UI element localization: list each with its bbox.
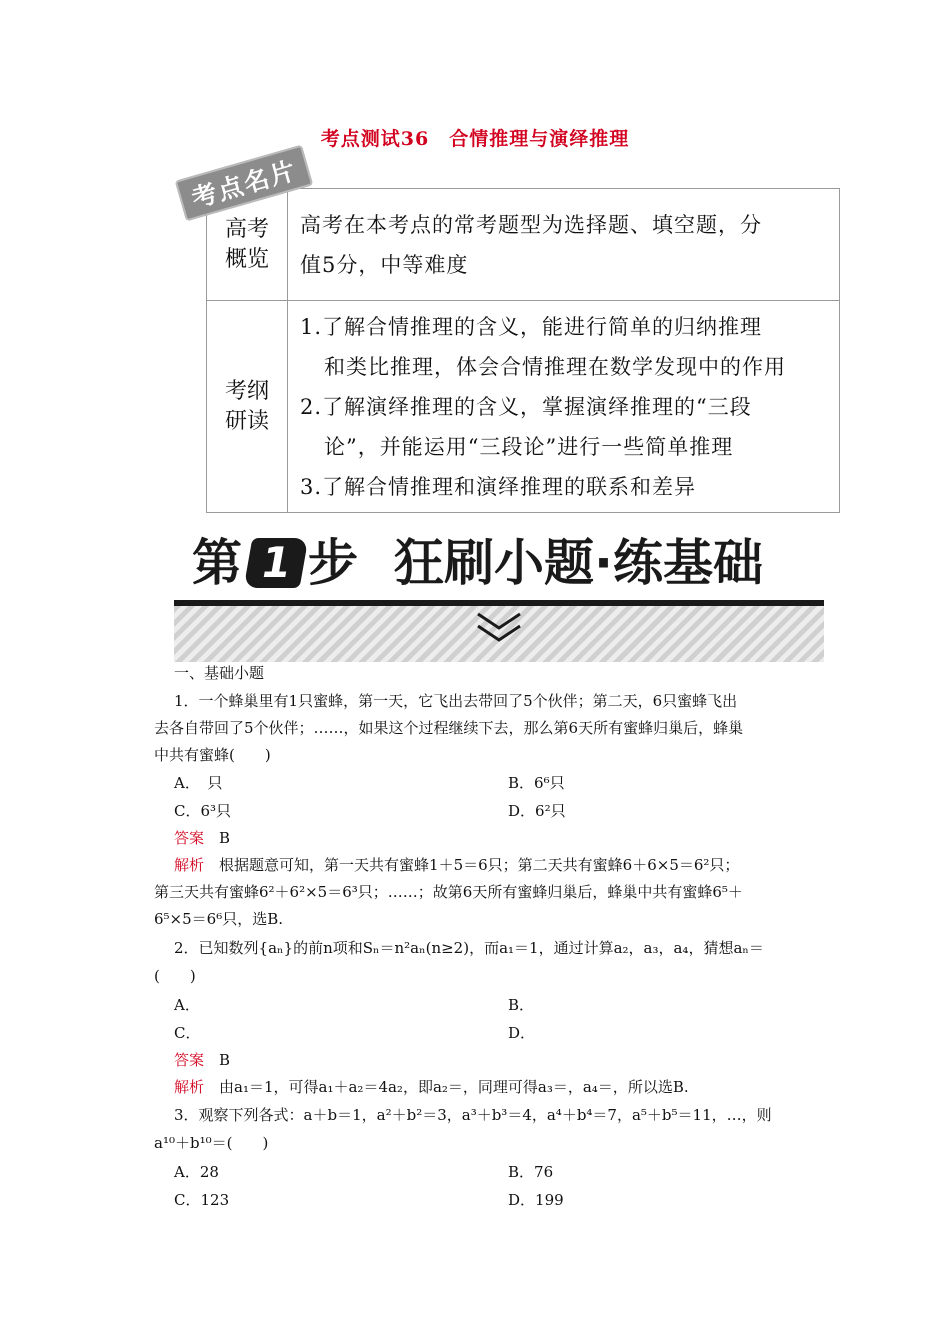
answer-line bbox=[174, 827, 230, 848]
option-a: A． bbox=[174, 996, 200, 1014]
question-1-line: 中共有蜜蜂( ) bbox=[154, 746, 271, 764]
answer-label: 答案 bbox=[174, 829, 205, 847]
option-a: A． 只 bbox=[174, 774, 223, 792]
content-line: 论”，并能运用“三段论”进行一些简单推理 bbox=[324, 434, 734, 459]
section-stamp: 考点名片 bbox=[175, 145, 313, 222]
analysis-text: 根据题意可知，第一天共有蜜蜂1＋5＝6只；第二天共有蜜蜂6＋6×5＝6²只； bbox=[219, 856, 740, 874]
option-d: D．6²只 bbox=[508, 802, 566, 820]
option-b: B．6⁶只 bbox=[508, 774, 565, 792]
page-title: 考点测试36 合情推理与演绎推理 bbox=[320, 128, 630, 150]
answer-label: 答案 bbox=[174, 1051, 205, 1069]
banner-suffix: 步 bbox=[308, 534, 358, 592]
question-1-line: 1．一个蜂巢里有1只蜜蜂，第一天，它飞出去带回了5个伙伴；第二天，6只蜜蜂飞出 bbox=[174, 692, 738, 710]
question-3-line: a¹⁰＋b¹⁰＝( ) bbox=[154, 1134, 269, 1152]
section-heading: 一、基础小题 bbox=[174, 664, 265, 682]
question-1-line: 去各自带回了5个伙伴；……，如果这个过程继续下去，那么第6天所有蜜蜂归巢后，蜂巢 bbox=[154, 719, 744, 737]
step-number-badge: 1 bbox=[244, 538, 309, 588]
option-b: B．76 bbox=[508, 1163, 554, 1181]
option-c: C．123 bbox=[174, 1191, 230, 1209]
banner-text: 狂刷小题·练基础 bbox=[394, 534, 763, 592]
answer-value: B bbox=[219, 1051, 231, 1069]
analysis-line bbox=[174, 854, 739, 875]
content-line: 高考在本考点的常考题型为选择题、填空题，分 bbox=[300, 212, 762, 237]
analysis-label: 解析 bbox=[174, 856, 205, 874]
label-line: 概览 bbox=[224, 246, 269, 272]
option-c: C． bbox=[174, 1024, 201, 1042]
option-d: D． bbox=[508, 1024, 536, 1042]
option-a: A．28 bbox=[174, 1163, 219, 1181]
question-3-line: 3．观察下列各式：a＋b＝1，a²＋b²＝3，a³＋b³＝4，a⁴＋b⁴＝7，a⁵＋b⁵＝11，…，则 bbox=[174, 1106, 772, 1124]
label-line: 高考 bbox=[224, 216, 269, 242]
analysis-line: 6⁵×5＝6⁶只，选B. bbox=[154, 910, 284, 928]
row-label bbox=[207, 301, 288, 513]
option-c: C．6³只 bbox=[174, 802, 232, 820]
step-banner bbox=[174, 528, 824, 658]
table-row bbox=[207, 301, 840, 513]
option-b: B． bbox=[508, 996, 535, 1014]
banner-prefix: 第 bbox=[192, 534, 242, 592]
content-line: 3.了解合情推理和演绎推理的联系和差异 bbox=[300, 474, 697, 499]
row-content bbox=[288, 189, 840, 301]
answer-value: B bbox=[219, 829, 231, 847]
answer-line bbox=[174, 1049, 230, 1070]
question-2-line: ( ) bbox=[154, 967, 196, 985]
analysis-line: 第三天共有蜜蜂6²＋6²×5＝6³只；……；故第6天所有蜜蜂归巢后，蜂巢中共有蜜蜂6⁵＋ bbox=[154, 883, 743, 901]
option-d: D．199 bbox=[508, 1191, 564, 1209]
table-row bbox=[207, 189, 840, 301]
chevron-down-icon bbox=[474, 608, 524, 648]
content-line: 1.了解合情推理的含义，能进行简单的归纳推理 bbox=[300, 314, 763, 339]
analysis-line bbox=[174, 1076, 689, 1097]
label-line: 考纲 bbox=[224, 378, 269, 404]
content-line: 值5分，中等难度 bbox=[300, 252, 469, 277]
row-content bbox=[288, 301, 840, 513]
label-line: 研读 bbox=[224, 408, 269, 434]
content-line: 和类比推理，体会合情推理在数学发现中的作用 bbox=[324, 354, 786, 379]
analysis-text: 由a₁＝1，可得a₁＋a₂＝4a₂，即a₂＝，同理可得a₃＝，a₄＝，所以选B. bbox=[219, 1078, 689, 1096]
question-2-line: 2．已知数列{aₙ}的前n项和Sₙ＝n²aₙ(n≥2)，而a₁＝1，通过计算a₂，a₃，a₄，猜想aₙ＝ bbox=[174, 939, 764, 957]
content-line: 2.了解演绎推理的含义，掌握演绎推理的“三段 bbox=[300, 394, 752, 419]
analysis-label: 解析 bbox=[174, 1078, 205, 1096]
info-table bbox=[206, 188, 840, 513]
